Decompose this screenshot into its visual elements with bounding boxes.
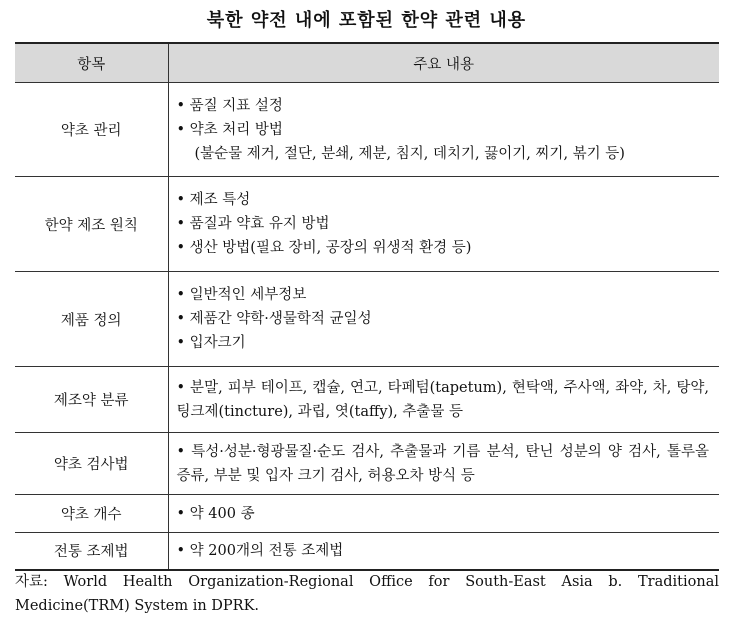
table-row <box>15 533 719 570</box>
table-title: 북한 약전 내에 포함된 한약 관련 내용 <box>206 10 527 31</box>
row-content <box>168 272 719 367</box>
source-note <box>15 570 719 618</box>
content-line: • 약 400 종 <box>176 505 255 522</box>
row-content <box>168 367 719 433</box>
row-content <box>168 495 719 533</box>
content-line: • 약 200개의 전통 조제법 <box>176 542 344 559</box>
row-category: 제조약 분류 <box>15 367 168 433</box>
row-category: 제품 정의 <box>15 272 168 367</box>
content-line: • 특성·성분·형광물질·순도 검사, 추출물과 기름 분석, 탄닌 성분의 양 검사, 톨루올 증류, 부분 및 입자 크기 검사, 허용오차 방식 등 <box>176 443 709 484</box>
table-row <box>15 433 719 495</box>
table-row <box>15 367 719 433</box>
row-content <box>168 177 719 272</box>
pharmacopoeia-table <box>15 42 719 571</box>
content-line: • 품질 지표 설정 <box>176 97 283 114</box>
row-category: 전통 조제법 <box>15 533 168 570</box>
content-line: • 분말, 피부 테이프, 캡슐, 연고, 타페텀(tapetum), 현탁액, 주사액, 좌약, 차, 탕약, 팅크제(tincture), 과립, 엿(taffy), 추출물 등 <box>176 379 709 420</box>
header-content: 주요 내용 <box>168 43 719 83</box>
row-category: 약초 관리 <box>15 83 168 177</box>
row-category: 약초 개수 <box>15 495 168 533</box>
row-content <box>168 533 719 570</box>
content-line: • 약초 처리 방법 <box>176 121 283 138</box>
content-line: (불순물 제거, 절단, 분쇄, 제분, 침지, 데치기, 끓이기, 찌기, 볶기 등) <box>194 145 625 162</box>
row-content <box>168 83 719 177</box>
table-row <box>15 177 719 272</box>
table-row <box>15 83 719 177</box>
table-row <box>15 272 719 367</box>
table-row <box>15 495 719 533</box>
source-line: 자료: World Health Organization-Regional Office for South-East Asia b. Traditional <box>15 574 719 590</box>
content-line: • 생산 방법(필요 장비, 공장의 위생적 환경 등) <box>176 240 472 256</box>
row-category: 한약 제조 원칙 <box>15 177 168 272</box>
content-line: • 일반적인 세부정보 <box>176 287 307 303</box>
source-line: Medicine(TRM) System in DPRK. <box>15 598 260 614</box>
content-line: • 품질과 약효 유지 방법 <box>176 216 330 232</box>
table-header-row <box>15 43 719 83</box>
row-content <box>168 433 719 495</box>
row-category: 약초 검사법 <box>15 433 168 495</box>
content-line: • 제품간 약학·생물학적 균일성 <box>176 311 372 327</box>
header-item: 항목 <box>15 43 168 83</box>
content-line: • 입자크기 <box>176 335 246 351</box>
content-line: • 제조 특성 <box>176 192 251 208</box>
